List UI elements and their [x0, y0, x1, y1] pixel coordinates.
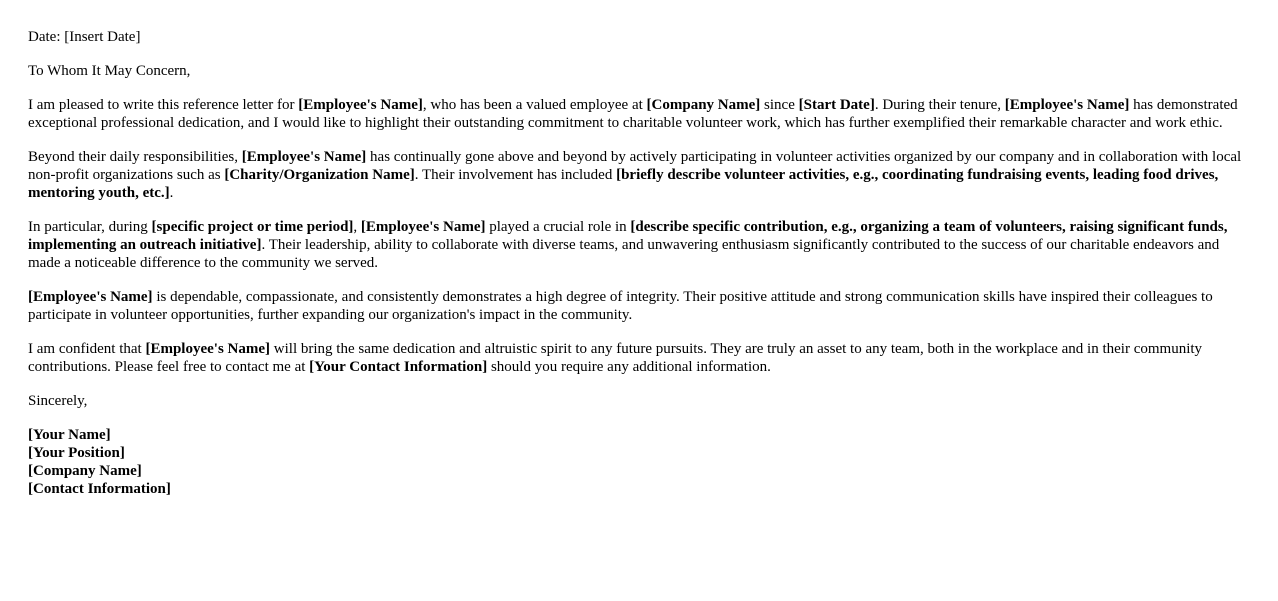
text-segment: will bring the same dedication and altruistic spirit to any future pursuits. They are truly an asset to any team, both in the workplace and in their community contributions. Please feel free to contact me at [28, 341, 1203, 375]
text-segment: In particular, during [28, 219, 152, 235]
letter-closing: Sincerely, [28, 393, 88, 409]
signature-name: [Your Name] [28, 427, 111, 443]
text-segment: has continually gone above and beyond by actively participating in volunteer activities organized by our company and in collaboration with local non-profit organizations such as [28, 149, 1242, 183]
placeholder-employee-name: [Employee's Name] [1004, 97, 1130, 113]
text-segment: I am pleased to write this reference letter for [28, 97, 299, 113]
letter-salutation: To Whom It May Concern, [28, 63, 191, 79]
text-segment: I am confident that [28, 341, 146, 357]
placeholder-volunteer-description: [briefly describe volunteer activities, e.g., coordinating fundraising events, leading food drives, mentoring youth, etc.] [28, 167, 1219, 201]
signature-block [28, 426, 1248, 498]
letter-date: Date: [Insert Date] [28, 29, 141, 45]
placeholder-employee-name: [Employee's Name] [28, 289, 153, 305]
paragraph-specific-contribution [28, 218, 1248, 272]
text-segment: , who has been a valued employee at [422, 97, 647, 113]
text-segment: is dependable, compassionate, and consistently demonstrates a high degree of integrity. Their positive attitude and strong communication skills have inspired their colleagues to participate in volunteer opportunities, further expanding our organization's impact in the community. [28, 289, 1213, 323]
placeholder-employee-name: [Employee's Name] [360, 219, 486, 235]
text-segment: . Their involvement has included [414, 167, 617, 183]
reference-letter [28, 28, 1248, 498]
text-segment: , [353, 219, 361, 235]
placeholder-project-period: [specific project or time period] [151, 219, 354, 235]
placeholder-employee-name: [Employee's Name] [241, 149, 367, 165]
text-segment: should you require any additional information. [487, 359, 771, 375]
placeholder-employee-name: [Employee's Name] [145, 341, 271, 357]
text-segment: has demonstrated exceptional professional dedication, and I would like to highlight their outstanding commitment to charitable volunteer work, which has further exemplified their remarkable character and work ethic. [28, 97, 1238, 131]
paragraph-introduction [28, 96, 1248, 132]
placeholder-company-name: [Company Name] [646, 97, 761, 113]
paragraph-volunteer-activities [28, 148, 1248, 202]
text-segment: . During their tenure, [874, 97, 1005, 113]
signature-position: [Your Position] [28, 445, 125, 461]
text-segment: . [169, 185, 174, 201]
text-segment: . Their leadership, ability to collaborate with diverse teams, and unwavering enthusiasm significantly contributed to the success of our charitable endeavors and made a noticeable difference to the community we served. [28, 237, 1220, 271]
placeholder-organization-name: [Charity/Organization Name] [224, 167, 415, 183]
placeholder-employee-name: [Employee's Name] [298, 97, 423, 113]
signature-company: [Company Name] [28, 463, 142, 479]
signature-contact: [Contact Information] [28, 481, 171, 497]
paragraph-character [28, 288, 1248, 324]
paragraph-recommendation [28, 340, 1248, 376]
placeholder-contribution-description: [describe specific contribution, e.g., organizing a team of volunteers, raising significant funds, implementing an outreach initiative] [28, 219, 1228, 253]
text-segment: Beyond their daily responsibilities, [28, 149, 242, 165]
text-segment: played a crucial role in [485, 219, 631, 235]
placeholder-contact-information: [Your Contact Information] [309, 359, 488, 375]
placeholder-start-date: [Start Date] [798, 97, 875, 113]
text-segment: since [760, 97, 799, 113]
